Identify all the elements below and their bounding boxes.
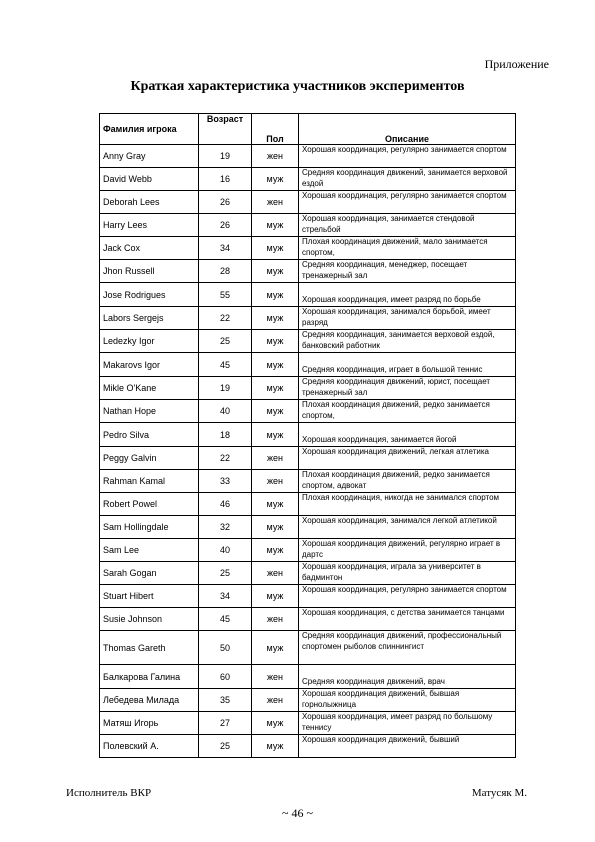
player-sex-cell: муж — [252, 631, 299, 665]
player-description-cell: Хорошая координация, занимается йогой — [299, 423, 516, 447]
player-name-cell: Makarovs Igor — [100, 353, 199, 377]
page-title: Краткая характеристика участников экспериментов — [130, 79, 465, 94]
player-name-cell: Jhon Russell — [100, 260, 199, 283]
player-description-cell: Хорошая координация, имеет разряд по борьбе — [299, 283, 516, 307]
table-row — [100, 689, 516, 712]
player-description-cell: Хорошая координация, с детства занимается танцами — [299, 608, 516, 631]
table-row — [100, 585, 516, 608]
player-age-cell: 45 — [199, 353, 252, 377]
player-sex-cell: муж — [252, 585, 299, 608]
player-age-cell: 27 — [199, 712, 252, 735]
table-row — [100, 493, 516, 516]
player-age-cell: 32 — [199, 516, 252, 539]
player-description-cell: Хорошая координация, регулярно занимается спортом — [299, 585, 516, 608]
player-name-cell: Anny Gray — [100, 145, 199, 168]
table-row — [100, 283, 516, 307]
player-name-cell: Susie Johnson — [100, 608, 199, 631]
player-description-cell: Хорошая координация, регулярно занимается спортом — [299, 191, 516, 214]
player-name-cell: Матяш Игорь — [100, 712, 199, 735]
player-description-cell: Плохая координация движений, редко занимается спортом, — [299, 400, 516, 423]
player-sex-cell: жен — [252, 470, 299, 493]
table-row — [100, 539, 516, 562]
table-row — [100, 631, 516, 665]
player-description-cell: Средняя координация, играет в большой теннис — [299, 353, 516, 377]
player-sex-cell: жен — [252, 562, 299, 585]
player-description-cell: Средняя координация движений, профессиональный спортомен рыболов спиннингист — [299, 631, 516, 665]
player-description-cell: Хорошая координация, занимался легкой атлетикой — [299, 516, 516, 539]
player-name-cell: Балкарова Галина — [100, 665, 199, 689]
table-row — [100, 377, 516, 400]
player-age-cell: 25 — [199, 562, 252, 585]
player-description-cell: Средняя координация движений, юрист, посещает тренажерный зал — [299, 377, 516, 400]
player-age-cell: 40 — [199, 539, 252, 562]
table-header-row — [100, 114, 516, 145]
player-name-cell: Sarah Gogan — [100, 562, 199, 585]
table-row — [100, 214, 516, 237]
player-sex-cell: муж — [252, 330, 299, 353]
player-sex-cell: муж — [252, 307, 299, 330]
player-age-cell: 40 — [199, 400, 252, 423]
appendix-label: Приложение — [484, 57, 549, 71]
player-description-cell: Средняя координация движений, занимается верховой ездой — [299, 168, 516, 191]
player-description-cell: Хорошая координация движений, бывшая горнолыжница — [299, 689, 516, 712]
player-description-cell: Хорошая координация движений, бывший — [299, 735, 516, 758]
player-sex-cell: жен — [252, 608, 299, 631]
participants-table — [99, 113, 516, 758]
player-description-cell: Плохая координация движений, редко занимается спортом, адвокат — [299, 470, 516, 493]
player-name-cell: Robert Powel — [100, 493, 199, 516]
table-row — [100, 470, 516, 493]
player-name-cell: Stuart Hibert — [100, 585, 199, 608]
player-name-cell: Sam Hollingdale — [100, 516, 199, 539]
player-description-cell: Хорошая координация движений, легкая атлетика — [299, 447, 516, 470]
player-age-cell: 60 — [199, 665, 252, 689]
player-sex-cell: жен — [252, 665, 299, 689]
player-description-cell: Хорошая координация, играла за университет в бадминтон — [299, 562, 516, 585]
header-description: Описание — [299, 114, 516, 145]
player-sex-cell: муж — [252, 377, 299, 400]
player-age-cell: 33 — [199, 470, 252, 493]
table-row — [100, 608, 516, 631]
player-age-cell: 22 — [199, 447, 252, 470]
player-description-cell: Хорошая координация, имеет разряд по большому теннису — [299, 712, 516, 735]
table-row — [100, 260, 516, 283]
player-age-cell: 50 — [199, 631, 252, 665]
player-sex-cell: жен — [252, 145, 299, 168]
player-description-cell: Хорошая координация движений, регулярно играет в дартс — [299, 539, 516, 562]
player-age-cell: 26 — [199, 191, 252, 214]
table-row — [100, 353, 516, 377]
page-number: ~ 46 ~ — [282, 806, 313, 820]
player-sex-cell: муж — [252, 260, 299, 283]
player-description-cell: Средняя координация, занимается верховой ездой, банковский работник — [299, 330, 516, 353]
player-name-cell: Labors Sergejs — [100, 307, 199, 330]
player-sex-cell: муж — [252, 237, 299, 260]
player-sex-cell: муж — [252, 168, 299, 191]
player-sex-cell: жен — [252, 447, 299, 470]
player-description-cell: Средняя координация, менеджер, посещает тренажерный зал — [299, 260, 516, 283]
player-age-cell: 22 — [199, 307, 252, 330]
table-row — [100, 307, 516, 330]
table-row — [100, 168, 516, 191]
table-row — [100, 516, 516, 539]
player-sex-cell: муж — [252, 423, 299, 447]
player-sex-cell: жен — [252, 689, 299, 712]
player-sex-cell: муж — [252, 735, 299, 758]
player-name-cell: Jose Rodrigues — [100, 283, 199, 307]
player-age-cell: 16 — [199, 168, 252, 191]
table-row — [100, 423, 516, 447]
player-sex-cell: муж — [252, 516, 299, 539]
player-sex-cell: жен — [252, 191, 299, 214]
player-age-cell: 19 — [199, 377, 252, 400]
player-age-cell: 34 — [199, 237, 252, 260]
table-row — [100, 191, 516, 214]
table-row — [100, 237, 516, 260]
player-name-cell: Rahman Kamal — [100, 470, 199, 493]
player-age-cell: 35 — [199, 689, 252, 712]
table-row — [100, 665, 516, 689]
player-age-cell: 28 — [199, 260, 252, 283]
player-sex-cell: муж — [252, 712, 299, 735]
player-sex-cell: муж — [252, 353, 299, 377]
table-row — [100, 735, 516, 758]
header-age: Возраст — [199, 114, 252, 145]
player-age-cell: 19 — [199, 145, 252, 168]
player-name-cell: Nathan Hope — [100, 400, 199, 423]
player-age-cell: 55 — [199, 283, 252, 307]
player-name-cell: Лебедева Милада — [100, 689, 199, 712]
player-age-cell: 26 — [199, 214, 252, 237]
player-name-cell: Ledezky Igor — [100, 330, 199, 353]
player-sex-cell: муж — [252, 539, 299, 562]
player-age-cell: 46 — [199, 493, 252, 516]
player-sex-cell: муж — [252, 400, 299, 423]
table-row — [100, 712, 516, 735]
player-name-cell: Harry Lees — [100, 214, 199, 237]
player-name-cell: Pedro Silva — [100, 423, 199, 447]
player-name-cell: Thomas Gareth — [100, 631, 199, 665]
header-player-name: Фамилия игрока — [100, 114, 199, 145]
player-sex-cell: муж — [252, 493, 299, 516]
table-row — [100, 145, 516, 168]
footer-author: Исполнитель ВКР — [66, 787, 152, 799]
table-row — [100, 400, 516, 423]
footer-student: Матусяк М. — [471, 787, 527, 799]
table-row — [100, 447, 516, 470]
player-age-cell: 45 — [199, 608, 252, 631]
player-description-cell: Средняя координация движений, врач — [299, 665, 516, 689]
player-description-cell: Плохая координация, никогда не занимался спортом — [299, 493, 516, 516]
player-age-cell: 18 — [199, 423, 252, 447]
table-row — [100, 562, 516, 585]
player-sex-cell: муж — [252, 214, 299, 237]
player-description-cell: Хорошая координация, занимается стендовой стрельбой — [299, 214, 516, 237]
player-description-cell: Хорошая координация, регулярно занимается спортом — [299, 145, 516, 168]
player-name-cell: Peggy Galvin — [100, 447, 199, 470]
player-age-cell: 25 — [199, 330, 252, 353]
player-age-cell: 25 — [199, 735, 252, 758]
player-description-cell: Плохая координация движений, мало занимается спортом, — [299, 237, 516, 260]
player-name-cell: Полевский А. — [100, 735, 199, 758]
player-age-cell: 34 — [199, 585, 252, 608]
player-name-cell: Jack Cox — [100, 237, 199, 260]
table-row — [100, 330, 516, 353]
player-name-cell: Deborah Lees — [100, 191, 199, 214]
player-name-cell: David Webb — [100, 168, 199, 191]
header-sex: Пол — [252, 114, 299, 145]
player-description-cell: Хорошая координация, занимался борьбой, имеет разряд — [299, 307, 516, 330]
player-sex-cell: муж — [252, 283, 299, 307]
player-name-cell: Sam Lee — [100, 539, 199, 562]
player-name-cell: Mikle O'Kane — [100, 377, 199, 400]
